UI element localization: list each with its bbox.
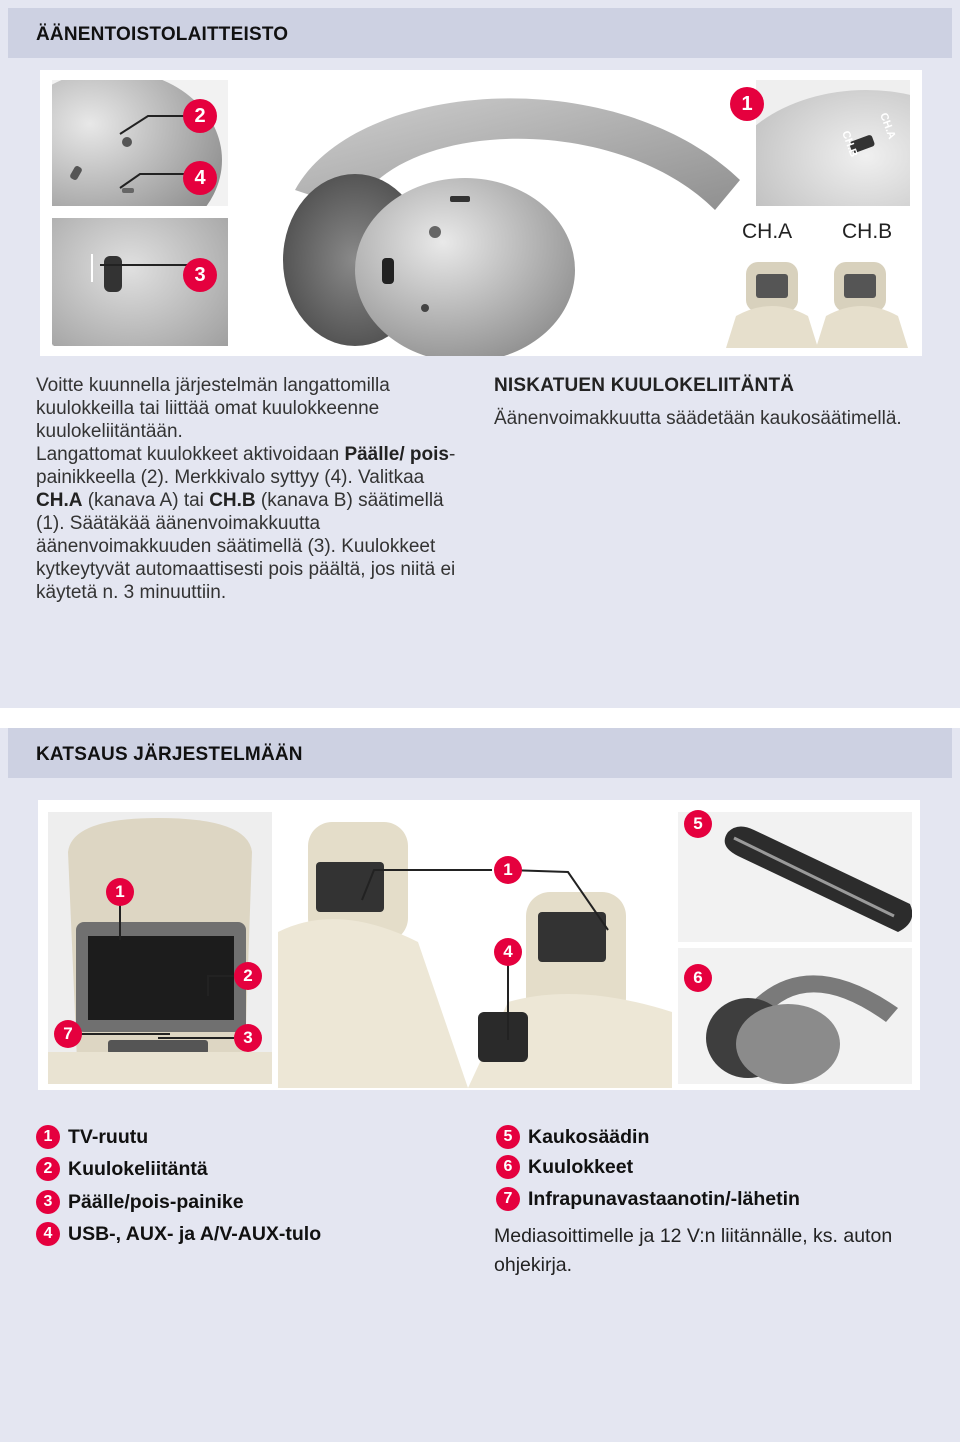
callout-1-mid: 1 <box>494 856 522 884</box>
switch-label-chb: CH.B <box>839 129 860 159</box>
legend-item-7 <box>496 1187 800 1211</box>
legend-label: Päälle/pois-painike <box>68 1190 244 1213</box>
legend-label: Infrapunavastaanotin/-lähetin <box>528 1187 800 1210</box>
intro-text-2f: CH.B <box>209 490 256 511</box>
legend-item-5 <box>496 1125 649 1149</box>
callout-3-left: 3 <box>234 1024 262 1052</box>
headphones-figure <box>40 70 922 356</box>
legend-number: 7 <box>496 1187 520 1211</box>
callout-1: 1 <box>730 87 764 121</box>
section-divider <box>0 708 960 728</box>
overview-callout-lines <box>38 800 920 1090</box>
legend-item-4 <box>36 1222 321 1246</box>
legend-number: 5 <box>496 1125 520 1149</box>
intro-text-2d: CH.A <box>36 490 83 511</box>
intro-text-2g: (kanava B) säätimellä (1). Säätäkää äänenvoimakkuutta äänenvoimakkuuden säätimellä (3). Kuulokkeet kytkeytyvät automaattisesti pois päältä, jos niitä ei käytetä n. 3 minuuttiin. <box>36 490 456 603</box>
callout-2-left: 2 <box>234 962 262 990</box>
intro-text-2c: -painikkeella (2). Merkkivalo syttyy (4). Valitkaa <box>36 444 456 488</box>
intro-text-2b: Päälle/ pois <box>344 444 449 465</box>
headrest-jack-text: Äänenvoimakkuutta säädetään kaukosäätimellä. <box>494 408 902 429</box>
intro-text-2e: (kanava A) tai <box>82 490 210 511</box>
legend-number: 6 <box>496 1155 520 1179</box>
legend-item-1 <box>36 1125 148 1149</box>
legend-label: Kuulokkeet <box>528 1155 634 1178</box>
legend-number: 4 <box>36 1222 60 1246</box>
section-header-audio <box>8 8 952 58</box>
legend-number: 3 <box>36 1190 60 1214</box>
legend-label: TV-ruutu <box>68 1125 149 1148</box>
headrest-jack-heading: NISKATUEN KUULOKELIITÄNTÄ <box>494 375 795 396</box>
overview-figure <box>38 800 920 1090</box>
intro-text-2a: Langattomat kuulokkeet aktivoidaan <box>36 444 345 465</box>
callout-2: 2 <box>183 99 217 133</box>
legend-label: Kaukosäädin <box>528 1125 650 1148</box>
legend-number: 1 <box>36 1125 60 1149</box>
switch-label-cha: CH.A <box>877 111 898 141</box>
section-header-overview <box>8 728 952 778</box>
legend-label: USB-, AUX- ja A/V-AUX-tulo <box>68 1222 322 1245</box>
intro-text-1: Voitte kuunnella järjestelmän langattomilla kuulokkeilla tai liittää omat kuulokkeenne kuulokeliitäntään. <box>36 375 390 442</box>
legend-item-2 <box>36 1157 208 1181</box>
legend-label: Kuulokeliitäntä <box>68 1157 208 1180</box>
channel-b-label: CH.B <box>842 220 893 243</box>
legend-item-6 <box>496 1155 633 1179</box>
callout-3: 3 <box>183 258 217 292</box>
media-player-note: Mediasoittimelle ja 12 V:n liitännälle, ks. auton ohjekirja. <box>494 1225 893 1276</box>
callout-4: 4 <box>183 161 217 195</box>
callout-6-right: 6 <box>684 964 712 992</box>
callout-5-right: 5 <box>684 810 712 838</box>
legend-number: 2 <box>36 1157 60 1181</box>
callout-lines <box>40 70 922 356</box>
callout-7-left: 7 <box>54 1020 82 1048</box>
section-title-audio: ÄÄNENTOISTOLAITTEISTO <box>36 24 289 45</box>
section-title-overview: KATSAUS JÄRJESTELMÄÄN <box>36 744 303 765</box>
legend-item-3 <box>36 1190 244 1214</box>
callout-1-left: 1 <box>106 878 134 906</box>
channel-a-label: CH.A <box>742 220 793 243</box>
callout-4-mid: 4 <box>494 938 522 966</box>
intro-paragraph <box>36 374 466 604</box>
